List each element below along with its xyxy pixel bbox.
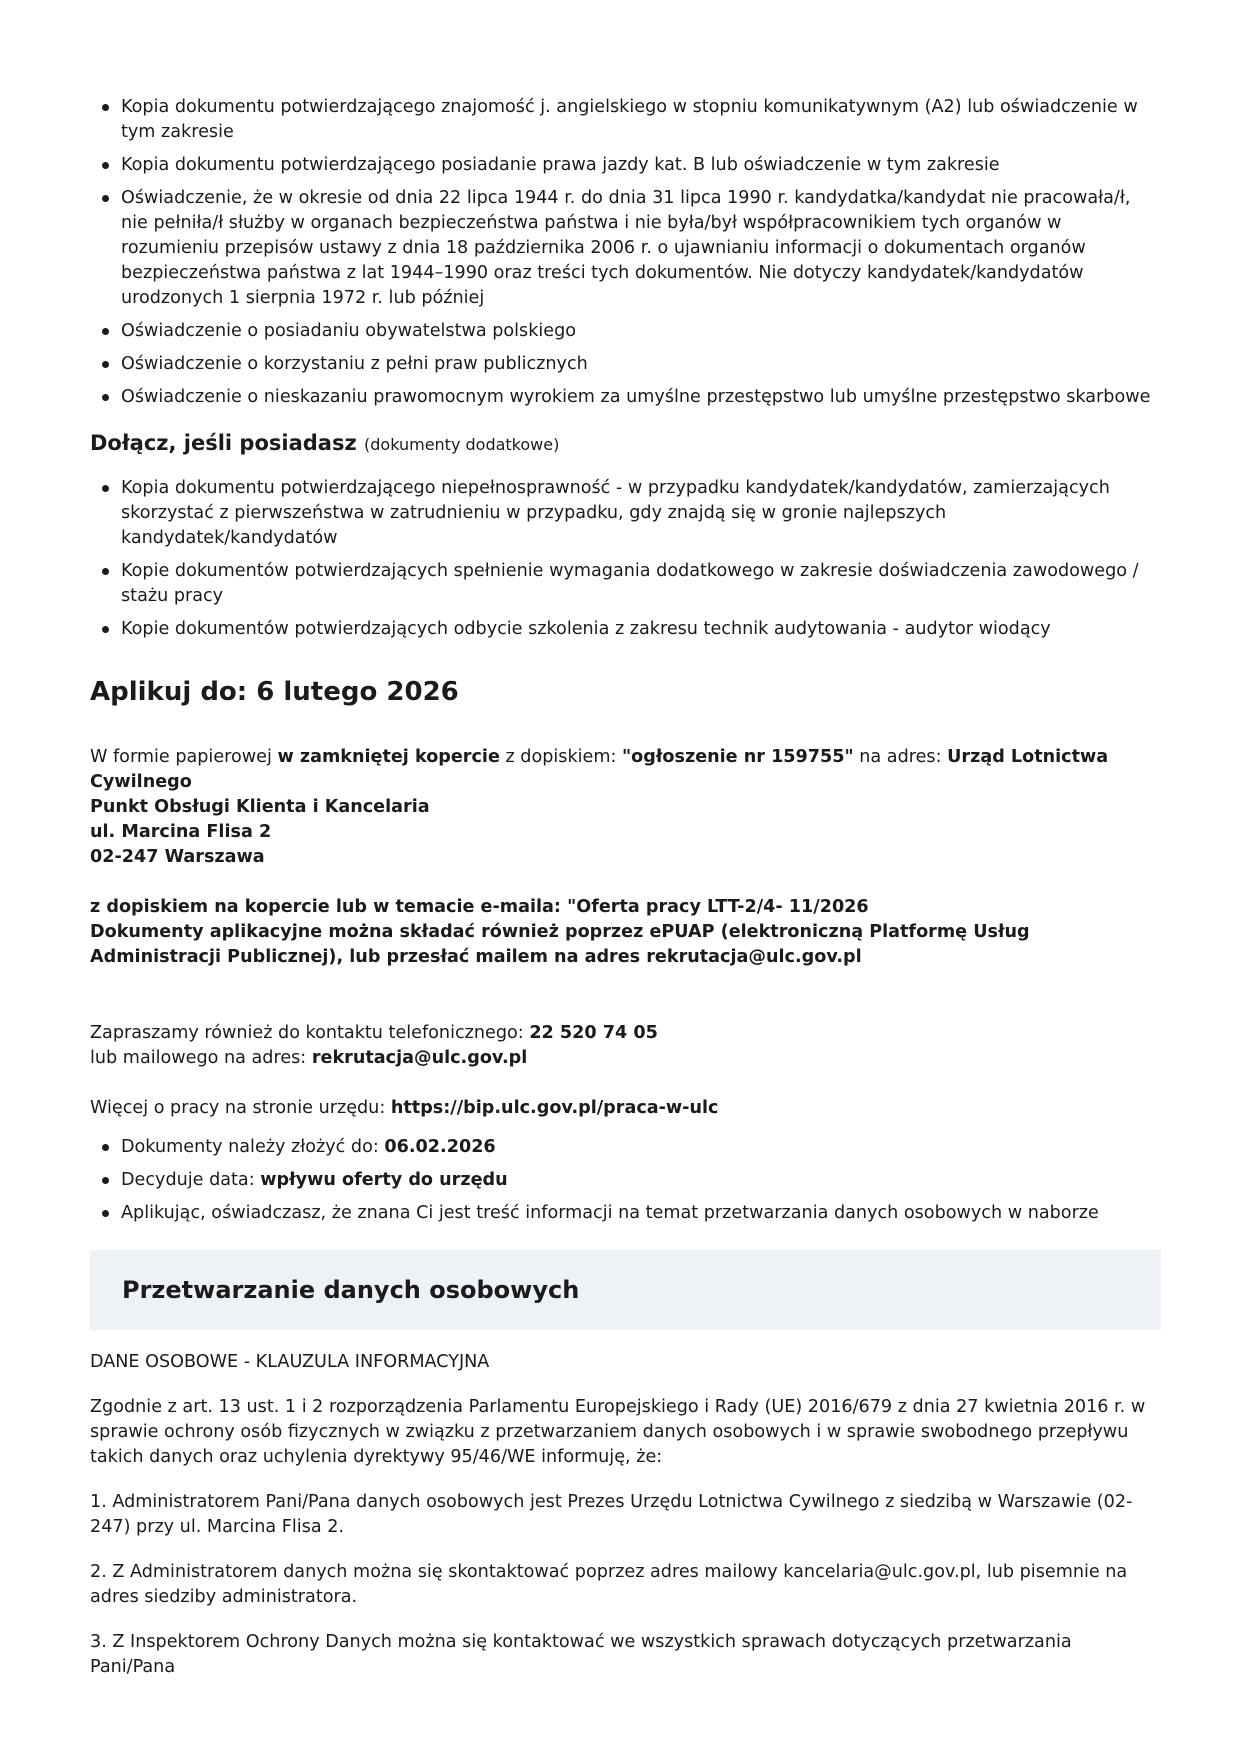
list-item: Kopia dokumentu potwierdzającego niepełnosprawność - w przypadku kandydatek/kandydatów, zamierzających skorzystać z pierwszeństwa w zatrudnieniu w przypadku, gdy znajdą się w gronie najlepszych kandydatek/kandydatów xyxy=(90,476,1161,551)
list-item: Oświadczenie o korzystaniu z pełni praw publicznych xyxy=(90,352,1161,377)
privacy-paragraph: 2. Z Administratorem danych można się skontaktować poprzez adres mailowy kancelaria@ulc.gov.pl, lub pisemnie na adres siedziby administratora. xyxy=(90,1562,1128,1607)
additional-documents-list xyxy=(90,476,1161,642)
fact-label: Decyduje data: xyxy=(121,1170,261,1190)
phone-prefix: Zapraszamy również do kontaktu telefonicznego: xyxy=(90,1023,530,1043)
privacy-paragraph: DANE OSOBOWE - KLAUZULA INFORMACYJNA xyxy=(90,1352,490,1372)
additional-heading-note: (dokumenty dodatkowe) xyxy=(364,435,560,454)
submission-note-line-2: Dokumenty aplikacyjne można składać również poprzez ePUAP (elektroniczną Platformę Usług Administracji Publicznej), lub przesłać mailem na adres rekrutacja@ulc.gov.pl xyxy=(90,922,1030,967)
more-info-prefix: Więcej o pracy na stronie urzędu: xyxy=(90,1098,391,1118)
address-line-4: 02-247 Warszawa xyxy=(90,847,265,867)
contact-email: rekrutacja@ulc.gov.pl xyxy=(311,1048,528,1068)
submission-note xyxy=(90,895,1161,970)
submission-note-line-1: z dopiskiem na kopercie lub w temacie e-maila: "Oferta pracy LTT-2/4- 11/2026 xyxy=(90,897,869,917)
privacy-paragraph: 3. Z Inspektorem Ochrony Danych można się kontaktować we wszystkich sprawach dotyczących przetwarzania Pani/Pana xyxy=(90,1632,1072,1677)
fact-label: Dokumenty należy złożyć do: xyxy=(121,1137,385,1157)
list-item: Oświadczenie o posiadaniu obywatelstwa polskiego xyxy=(90,319,1161,344)
fact-value: wpływu oferty do urzędu xyxy=(260,1170,508,1190)
mail-prefix: lub mailowego na adres: xyxy=(90,1048,312,1068)
list-item: Oświadczenie o nieskazaniu prawomocnym wyrokiem za umyślne przestępstwo lub umyślne przestępstwo skarbowe xyxy=(90,385,1161,410)
fact-label: Aplikując, oświadczasz, że znana Ci jest treść informacji na temat przetwarzania danych osobowych w naborze xyxy=(121,1203,1099,1223)
address-line-1: Urząd Lotnictwa Cywilnego xyxy=(90,747,1109,792)
privacy-paragraph: 1. Administratorem Pani/Pana danych osobowych jest Prezes Urzędu Lotnictwa Cywilnego z siedzibą w Warszawie (02-247) przy ul. Marcina Flisa 2. xyxy=(90,1492,1133,1537)
required-documents-list xyxy=(90,95,1161,410)
additional-documents-heading xyxy=(90,430,1161,458)
additional-heading-text: Dołącz, jeśli posiadasz xyxy=(90,431,357,455)
privacy-clause xyxy=(90,1350,1161,1680)
phone-number: 22 520 74 05 xyxy=(529,1023,658,1043)
application-facts-list xyxy=(90,1135,1161,1226)
list-item xyxy=(90,1201,1161,1226)
address-line-2: Punkt Obsługi Klienta i Kancelaria xyxy=(90,797,430,817)
privacy-heading: Przetwarzanie danych osobowych xyxy=(122,1276,580,1304)
list-item: Kopia dokumentu potwierdzającego znajomość j. angielskiego w stopniu komunikatywnym (A2) lub oświadczenie w tym zakresie xyxy=(90,95,1161,145)
list-item: Kopia dokumentu potwierdzającego posiadanie prawa jazdy kat. B lub oświadczenie w tym zakresie xyxy=(90,153,1161,178)
paper-prefix: W formie papierowej xyxy=(90,747,278,767)
apply-deadline-heading: Aplikuj do: 6 lutego 2026 xyxy=(90,677,459,707)
more-info-paragraph xyxy=(90,1096,1161,1121)
notice-number: "ogłoszenie nr 159755" xyxy=(622,747,854,767)
list-item: Kopie dokumentów potwierdzających spełnienie wymagania dodatkowego w zakresie doświadczenia zawodowego / stażu pracy xyxy=(90,559,1161,609)
sealed-envelope-text: w zamkniętej kopercie xyxy=(277,747,500,767)
address-prefix: na adres: xyxy=(853,747,948,767)
list-item: Kopie dokumentów potwierdzających odbycie szkolenia z zakresu technik audytowania - audytor wiodący xyxy=(90,617,1161,642)
list-item: Oświadczenie, że w okresie od dnia 22 lipca 1944 r. do dnia 31 lipca 1990 r. kandydatka/kandydat nie pracowała/ł, nie pełniła/ł służby w organach bezpieczeństwa państwa i nie była/był współpracownikiem tych organów w rozumieniu przepisów ustawy z dnia 18 października 2006 r. o ujawnianiu informacji o dokumentach organów bezpieczeństwa państwa z lat 1944–1990 oraz treści tych dokumentów. Nie dotyczy kandydatek/kandydatów urodzonych 1 sierpnia 1972 r. lub później xyxy=(90,186,1161,311)
paper-submission-paragraph xyxy=(90,745,1161,870)
fact-value: 06.02.2026 xyxy=(384,1137,496,1157)
paper-mid: z dopiskiem: xyxy=(499,747,623,767)
document-content xyxy=(90,95,1161,1700)
list-item xyxy=(90,1135,1161,1160)
address-line-3: ul. Marcina Flisa 2 xyxy=(90,822,272,842)
contact-paragraph xyxy=(90,1021,1161,1071)
privacy-paragraph: Zgodnie z art. 13 ust. 1 i 2 rozporządzenia Parlamentu Europejskiego i Rady (UE) 2016/679 z dnia 27 kwietnia 2016 r. w sprawie ochrony osób fizycznych w związku z przetwarzaniem danych osobowych i w sprawie swobodnego przepływu takich danych oraz uchylenia dyrektywy 95/46/WE informuję, że: xyxy=(90,1397,1146,1467)
list-item xyxy=(90,1168,1161,1193)
privacy-section-header xyxy=(90,1250,1161,1330)
job-page-url: https://bip.ulc.gov.pl/praca-w-ulc xyxy=(390,1098,719,1118)
